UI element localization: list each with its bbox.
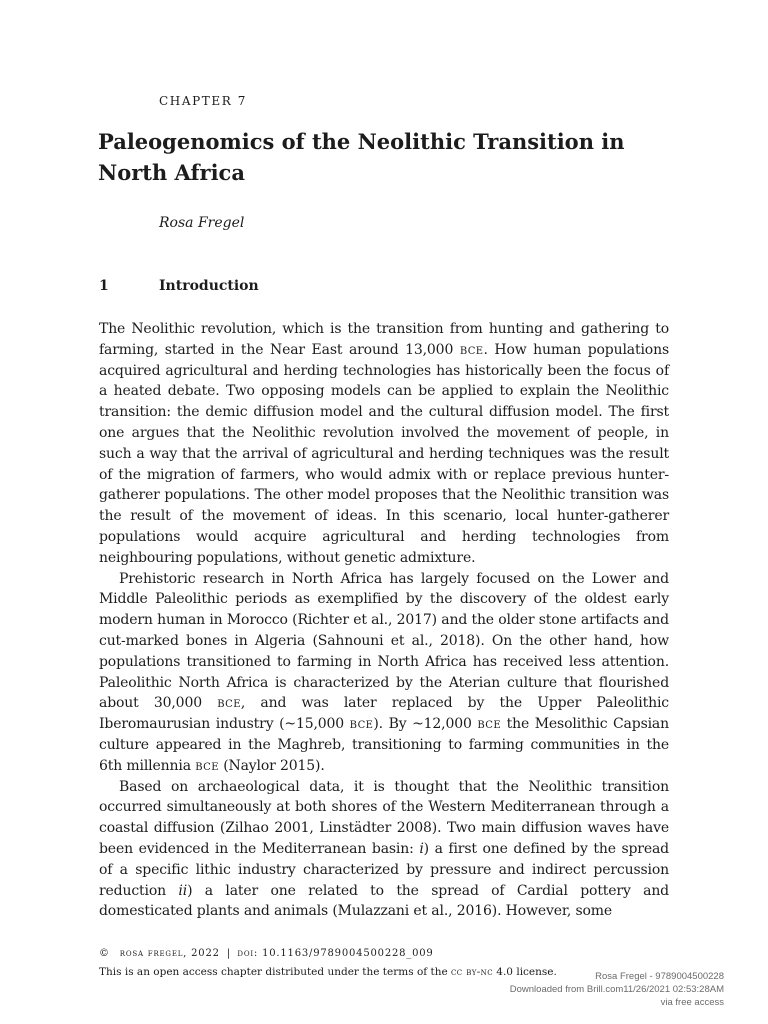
- body-text: [99, 319, 669, 922]
- paragraph-1: The Neolithic revolution, which is the transition from hunting and gathering to farming, started in the Near East around 13,000 bce. How human populations acquired agricultural and herding technologies has historically been the focus of a heated debate. Two opposing models can be applied to explain the Neolithic transition: the demic diffusion model and the cultural diffusion model. The first one argues that the Neolithic revolution involved the movement of people, in such a way that the arrival of agricultural and herding techniques was the result of the migration of farmers, who would admix with or replace previous hunter-gatherer populations. The other model proposes that the Neolithic transition was the result of the movement of ideas. In this scenario, local hunter-gatherer populations would acquire agricultural and herding technologies from neighbouring populations, without genetic admixture.: [99, 321, 669, 566]
- era-abbrev: bce: [459, 341, 484, 358]
- list-marker: ii: [178, 882, 188, 899]
- download-watermark: [510, 970, 724, 1009]
- list-marker: i: [419, 840, 424, 857]
- footer-doi: doi: 10.1163/9789004500228_009: [237, 948, 434, 959]
- era-abbrev: bce: [477, 716, 502, 733]
- watermark-line-1: Rosa Fregel - 9789004500228: [595, 971, 724, 982]
- chapter-label: CHAPTER 7: [159, 94, 248, 108]
- section-title: Introduction: [159, 278, 259, 294]
- chapter-title: Paleogenomics of the Neolithic Transition in North Africa: [98, 129, 625, 185]
- copyright-icon: ©: [99, 948, 110, 959]
- footer-separator: |: [226, 948, 231, 959]
- footer-author: rosa fregel, 2022: [119, 948, 220, 959]
- paragraph-3: Based on archaeological data, it is thought that the Neolithic transition occurred simultaneously at both shores of the Western Mediterranean through a coastal diffusion (Zilhao 2001, Linstädter 2008). Two main diffusion waves have been evidenced in the Mediterranean basin: i) a first one defined by the spread of a specific lithic industry characterized by pressure and indirect percussion reduction ii) a later one related to the spread of Cardial pottery and domesticated plants and animals (Mulazzani et al., 2016). However, some: [99, 778, 669, 920]
- footer-copyright: [99, 948, 434, 959]
- footer-license: This is an open access chapter distributed under the terms of the cc by-nc 4.0 license.: [99, 966, 557, 978]
- watermark-line-3: via free access: [660, 997, 724, 1008]
- era-abbrev: bce: [217, 695, 241, 712]
- era-abbrev: bce: [349, 716, 374, 733]
- watermark-line-2: Downloaded from Brill.com11/26/2021 02:53:28AM: [509, 984, 724, 995]
- era-abbrev: bce: [195, 757, 219, 774]
- author-name: Rosa Fregel: [159, 215, 245, 231]
- section-number: 1: [99, 278, 109, 294]
- paragraph-2: Prehistoric research in North Africa has largely focused on the Lower and Middle Paleolithic periods as exemplified by the discovery of the oldest early modern human in Morocco (Richter et al., 2017) and the older stone artifacts and cut-marked bones in Algeria (Sahnouni et al., 2018). On the other hand, how populations transitioned to farming in North Africa has received less attention. Paleolithic North Africa is characterized by the Aterian culture that flourished about 30,000 bce, and was later replaced by the Upper Paleolithic Iberomaurusian industry (~15,000 bce). By ~12,000 bce the Mesolithic Capsian culture appeared in the Maghreb, transitioning to farming communities in the 6th millennia bce (Naylor 2015).: [99, 570, 669, 774]
- license-name[interactable]: cc by-nc: [451, 966, 493, 978]
